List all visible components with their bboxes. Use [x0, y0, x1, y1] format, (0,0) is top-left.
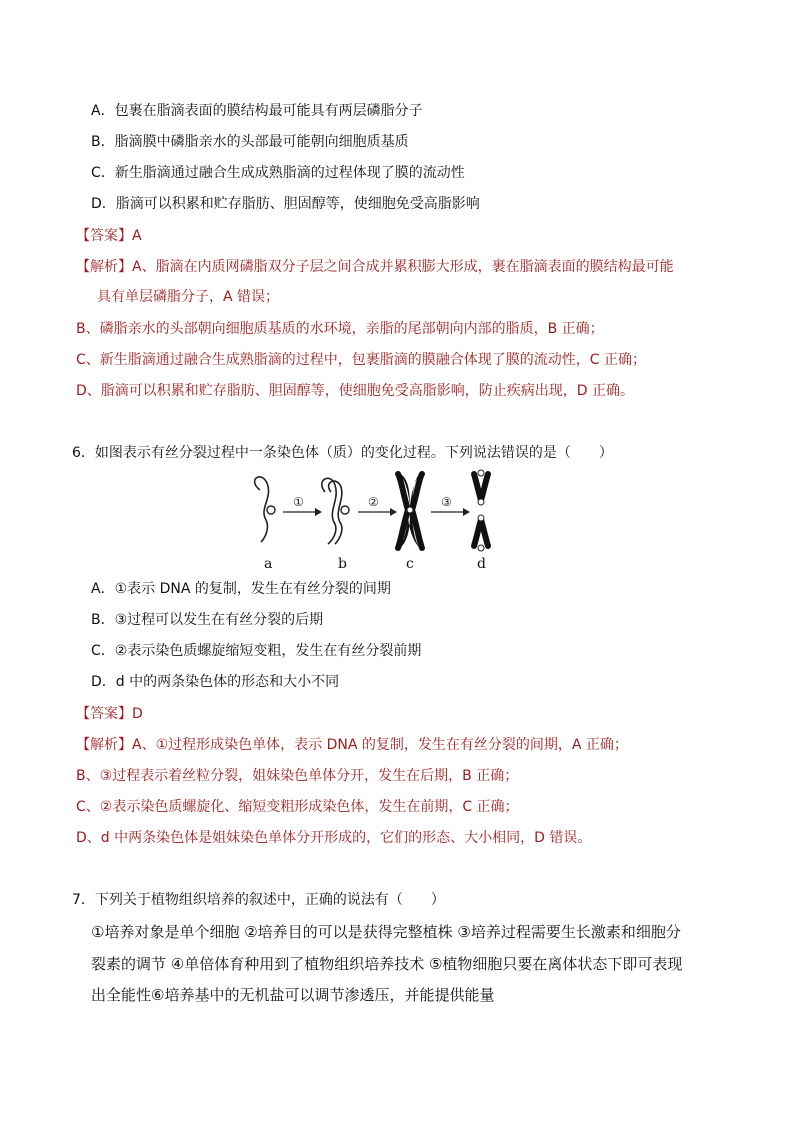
q7-body-line: 裂素的调节 ④单倍体育种用到了植物组织培养技术 ⑤植物细胞只要在离体状态下即可表现	[91, 955, 683, 973]
q5-analysis-line: 具有单层磷脂分子，A 错误；	[97, 289, 280, 305]
q6-option-a: A．①表示 DNA 的复制，发生在有丝分裂的间期	[91, 581, 391, 597]
figure-label: c	[406, 556, 414, 572]
q6-answer: 【答案】D	[76, 706, 143, 722]
figure-label: a	[264, 556, 273, 572]
centromere-b	[341, 506, 349, 514]
q6-option-d: D．d 中的两条染色体的形态和大小不同	[91, 674, 340, 690]
q5-option-b: B．脂滴膜中磷脂亲水的头部最可能朝向细胞质基质	[91, 134, 409, 150]
step-label: ③	[441, 495, 452, 509]
chromosome-figure	[245, 468, 505, 572]
q5-answer: 【答案】A	[76, 228, 142, 244]
chromosome-d-lower	[474, 520, 488, 546]
q6-analysis-line: 【解析】A、①过程形成染色单体，表示 DNA 的复制，发生在有丝分裂的间期，A 正确；	[76, 737, 628, 753]
q5-option-a: A．包裹在脂滴表面的膜结构最可能具有两层磷脂分子	[91, 103, 423, 119]
centromere-a	[267, 506, 275, 514]
figure-label: d	[477, 556, 486, 572]
q6-option-b: B．③过程可以发生在有丝分裂的后期	[91, 612, 324, 628]
q6-stem: 6．如图表示有丝分裂过程中一条染色体（质）的变化过程。下列说法错误的是（ ）	[72, 445, 613, 461]
chromosome-d-upper	[474, 474, 488, 500]
centromere-c	[407, 507, 413, 513]
q6-analysis-line: D、d 中两条染色体是姐妹染色单体分开形成的，它们的形态、大小相同，D 错误。	[76, 830, 592, 846]
q5-analysis-line: 【解析】A、脂滴在内质网磷脂双分子层之间合成并累积膨大形成，裹在脂滴表面的膜结构最可能	[76, 259, 674, 275]
q6-option-c: C．②表示染色质螺旋缩短变粗，发生在有丝分裂前期	[91, 643, 422, 659]
q7-body-line: 出全能性⑥培养基中的无机盐可以调节渗透压，并能提供能量	[91, 986, 495, 1004]
step-label: ②	[368, 495, 379, 509]
centromere-d-upper	[478, 499, 484, 505]
q7-stem: 7．下列关于植物组织培养的叙述中，正确的说法有（ ）	[72, 892, 445, 908]
figure-label: b	[338, 556, 347, 572]
q7-body-line: ①培养对象是单个细胞 ②培养目的可以是获得完整植株 ③培养过程需要生长激素和细胞分	[91, 923, 681, 941]
q5-option-c: C．新生脂滴通过融合生成成熟脂滴的过程体现了膜的流动性	[91, 165, 465, 181]
q6-analysis-line: B、③过程表示着丝粒分裂，姐妹染色单体分开，发生在后期，B 正确；	[76, 768, 519, 784]
q5-analysis-line: D、脂滴可以积累和贮存脂肪、胆固醇等，使细胞免受高脂影响，防止疾病出现，D 正确。	[76, 383, 635, 399]
centromere-d-lower	[478, 515, 484, 521]
q5-analysis-line: C、新生脂滴通过融合生成熟脂滴的过程中，包裹脂滴的膜融合体现了膜的流动性，C 正确；	[76, 352, 646, 368]
q5-option-d: D．脂滴可以积累和贮存脂肪、胆固醇等，使细胞免受高脂影响	[91, 196, 480, 212]
q6-analysis-line: C、②表示染色质螺旋化、缩短变粗形成染色体，发生在前期，C 正确；	[76, 799, 519, 815]
step-label: ①	[293, 495, 304, 509]
q5-analysis-line: B、磷脂亲水的头部朝向细胞质基质的水环境，亲脂的尾部朝向内部的脂质，B 正确；	[76, 321, 604, 337]
